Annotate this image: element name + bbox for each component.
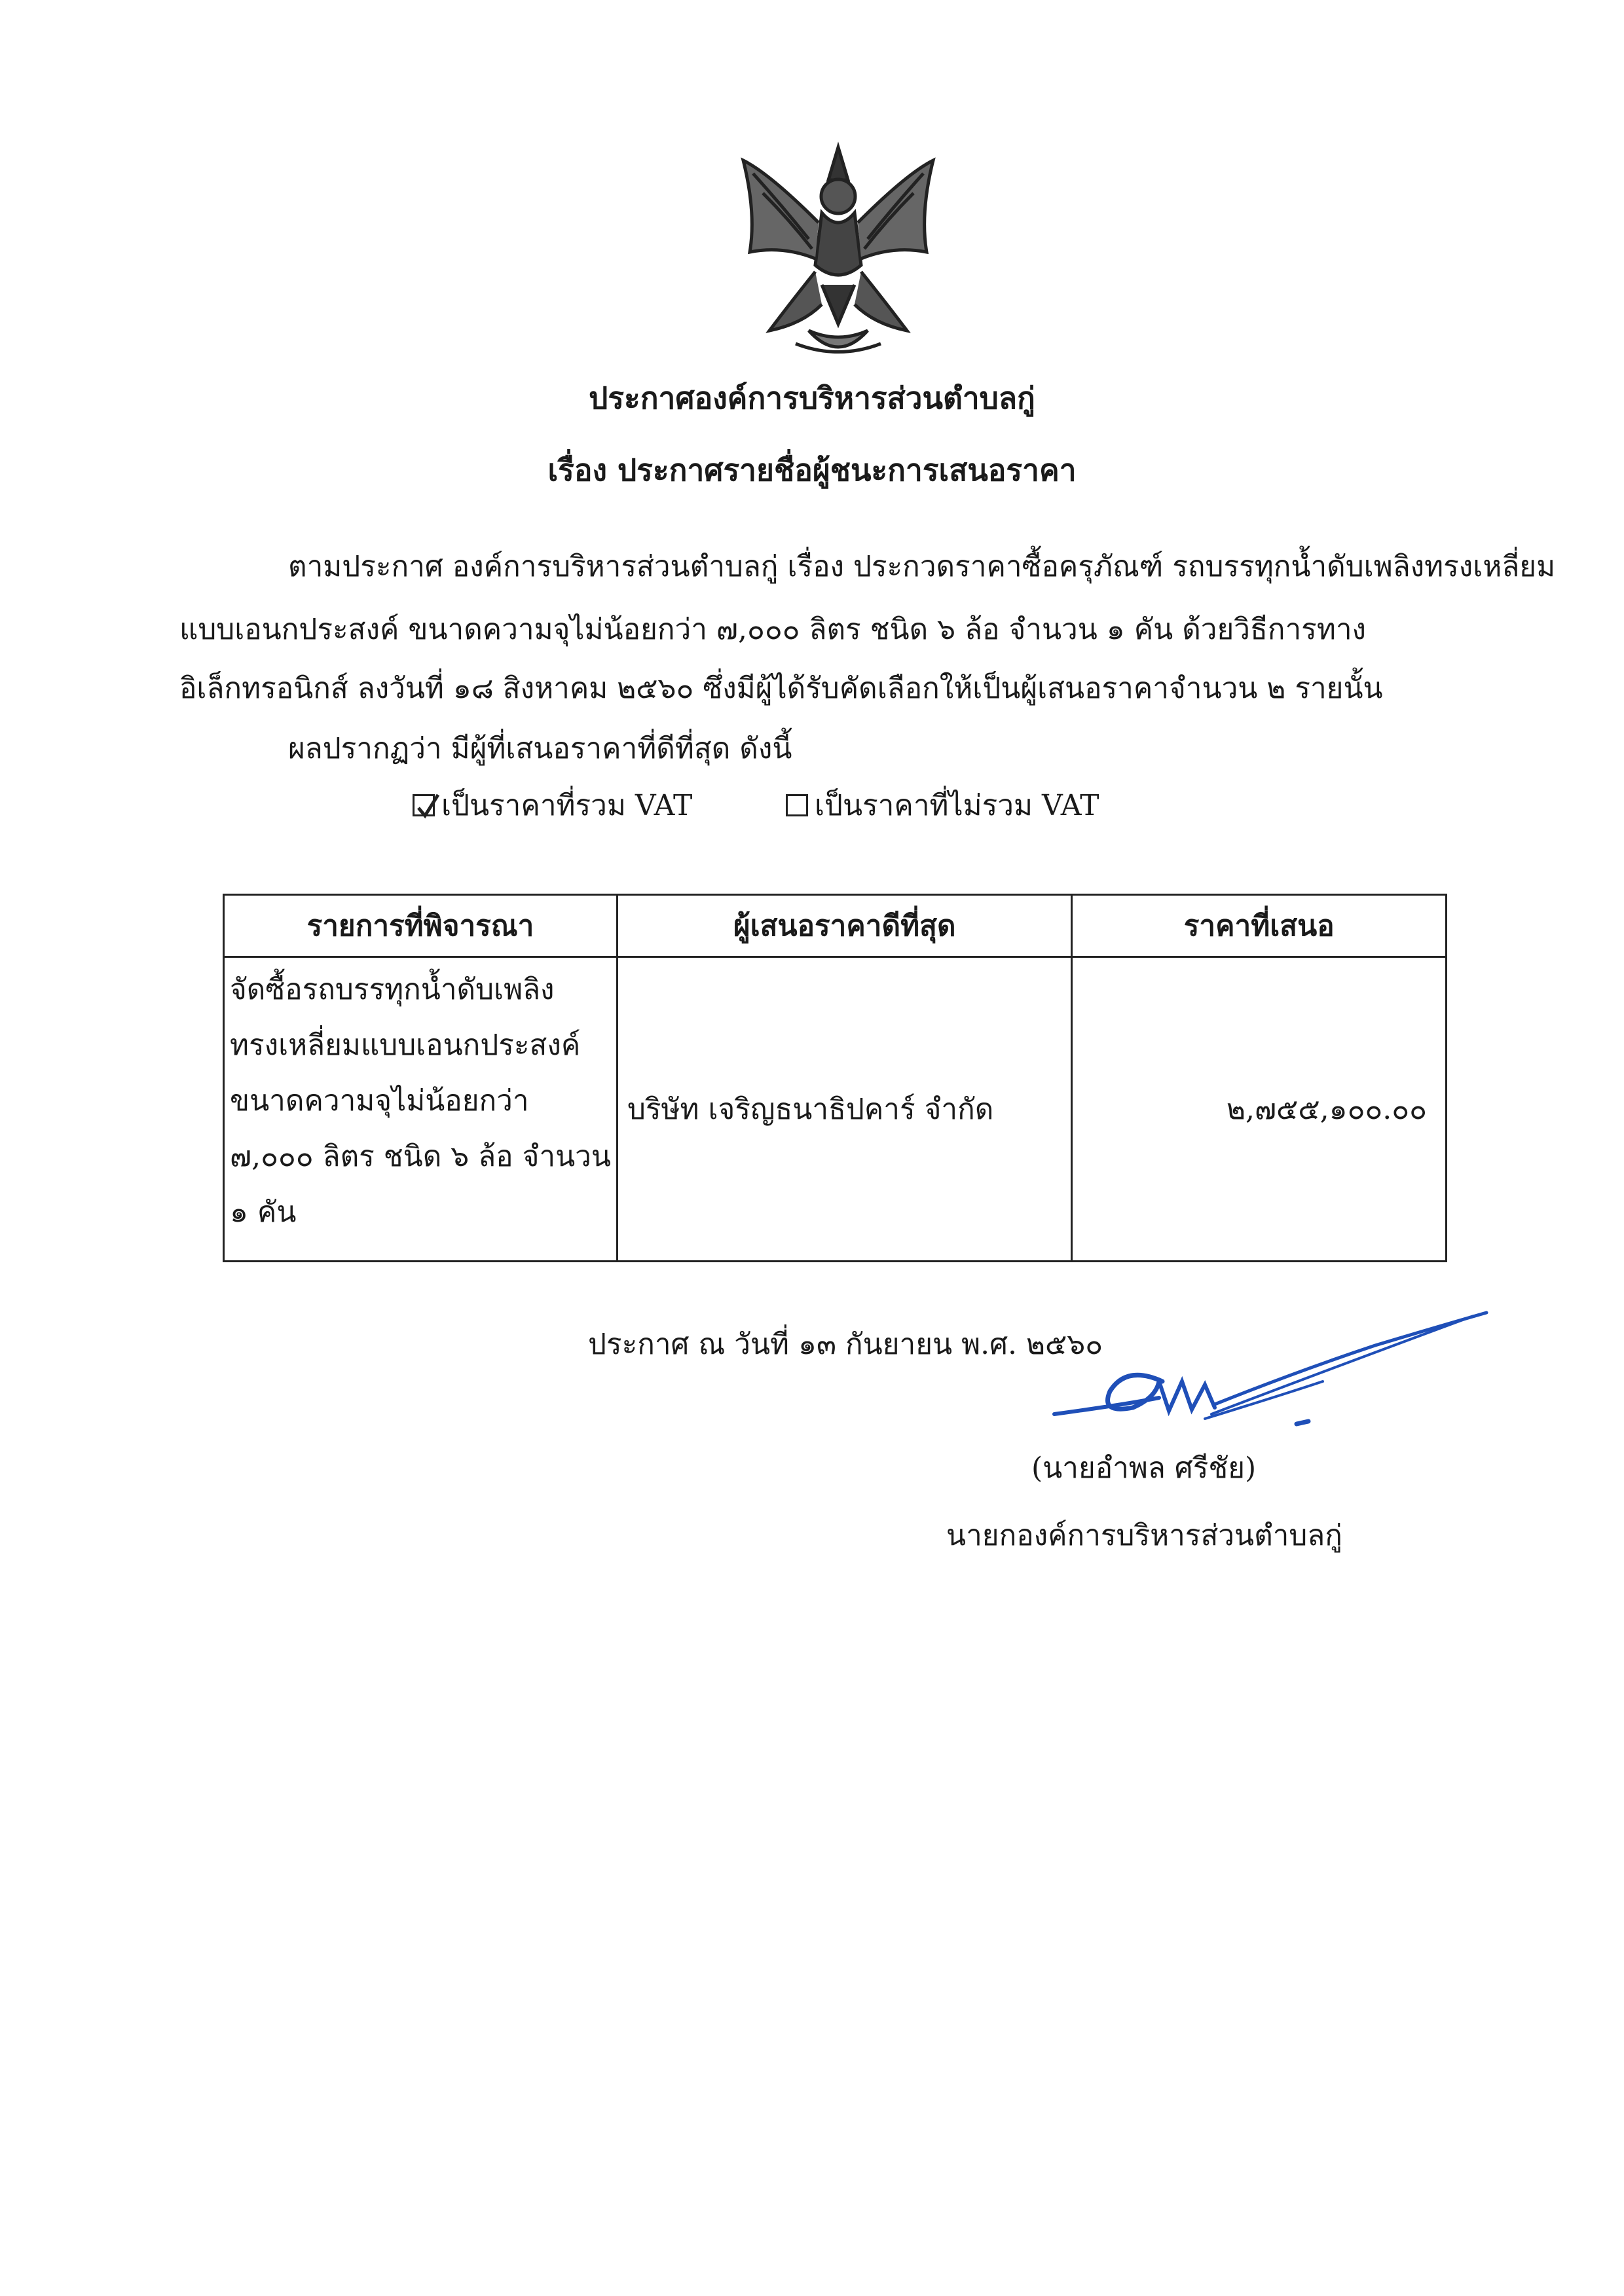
column-header-winner: ผู้เสนอราคาดีที่สุด: [617, 895, 1072, 957]
results-table: [223, 894, 1447, 1262]
checked-checkbox-icon: [413, 794, 435, 816]
winner-cell: บริษัท เจริญธนาธิปคาร์ จำกัด: [617, 957, 1072, 1262]
unchecked-checkbox-icon: [786, 794, 808, 816]
body-paragraph-line: แบบเอนกประสงค์ ขนาดความจุไม่น้อยกว่า ๗,๐๐๐ ลิตร ชนิด ๖ ล้อ จำนวน ๑ คัน ด้วยวิธีการทาง: [179, 613, 1367, 646]
garuda-emblem-icon: [730, 134, 946, 367]
item-cell: [224, 957, 618, 1262]
vat-excluded-label: เป็นราคาที่ไม่รวม VAT: [815, 789, 1099, 822]
vat-included-option: [413, 782, 692, 828]
announcement-title: ประกาศองค์การบริหารส่วนตำบลกู่: [589, 380, 1035, 416]
handwritten-signature-icon: [1048, 1300, 1493, 1437]
column-header-price: ราคาที่เสนอ: [1072, 895, 1447, 957]
item-description-line: ๗,๐๐๐ ลิตร ชนิด ๖ ล้อ จำนวน: [230, 1140, 611, 1173]
item-description-line: ทรงเหลี่ยมแบบเอนกประสงค์: [230, 1029, 581, 1062]
column-header-item: รายการที่พิจารณา: [224, 895, 618, 957]
item-description-line: ๑ คัน: [230, 1195, 297, 1229]
announcement-date: ประกาศ ณ วันที่ ๑๓ กันยายน พ.ศ. ๒๕๖๐: [588, 1328, 1103, 1361]
vat-included-label: เป็นราคาที่รวม VAT: [441, 789, 693, 822]
signatory-name: (นายอำพล ศรีชัย): [1031, 1451, 1257, 1485]
announcement-subject: เรื่อง ประกาศรายชื่อผู้ชนะการเสนอราคา: [547, 452, 1077, 488]
table-header-row: [224, 895, 1447, 957]
body-paragraph-line: ตามประกาศ องค์การบริหารส่วนตำบลกู่ เรื่อง ประกวดราคาซื้อครุภัณฑ์ รถบรรทุกน้ำดับเพลิงทรงเหลี่ยม: [288, 550, 1556, 583]
item-description-line: จัดซื้อรถบรรทุกน้ำดับเพลิง: [230, 973, 555, 1006]
price-cell: ๒,๗๕๕,๑๐๐.๐๐: [1072, 957, 1447, 1262]
signatory-position: นายกองค์การบริหารส่วนตำบลกู่: [946, 1519, 1342, 1552]
result-intro: ผลปรากฏว่า มีผู้ที่เสนอราคาที่ดีที่สุด ดังนี้: [288, 732, 792, 765]
item-description-line: ขนาดความจุไม่น้อยกว่า: [230, 1084, 529, 1118]
vat-excluded-option: [786, 782, 1099, 828]
table-row: [224, 957, 1447, 1262]
body-paragraph-line: อิเล็กทรอนิกส์ ลงวันที่ ๑๘ สิงหาคม ๒๕๖๐ ซึ่งมีผู้ได้รับคัดเลือกให้เป็นผู้เสนอราคาจำนวน ๒ รายนั้น: [179, 672, 1383, 705]
